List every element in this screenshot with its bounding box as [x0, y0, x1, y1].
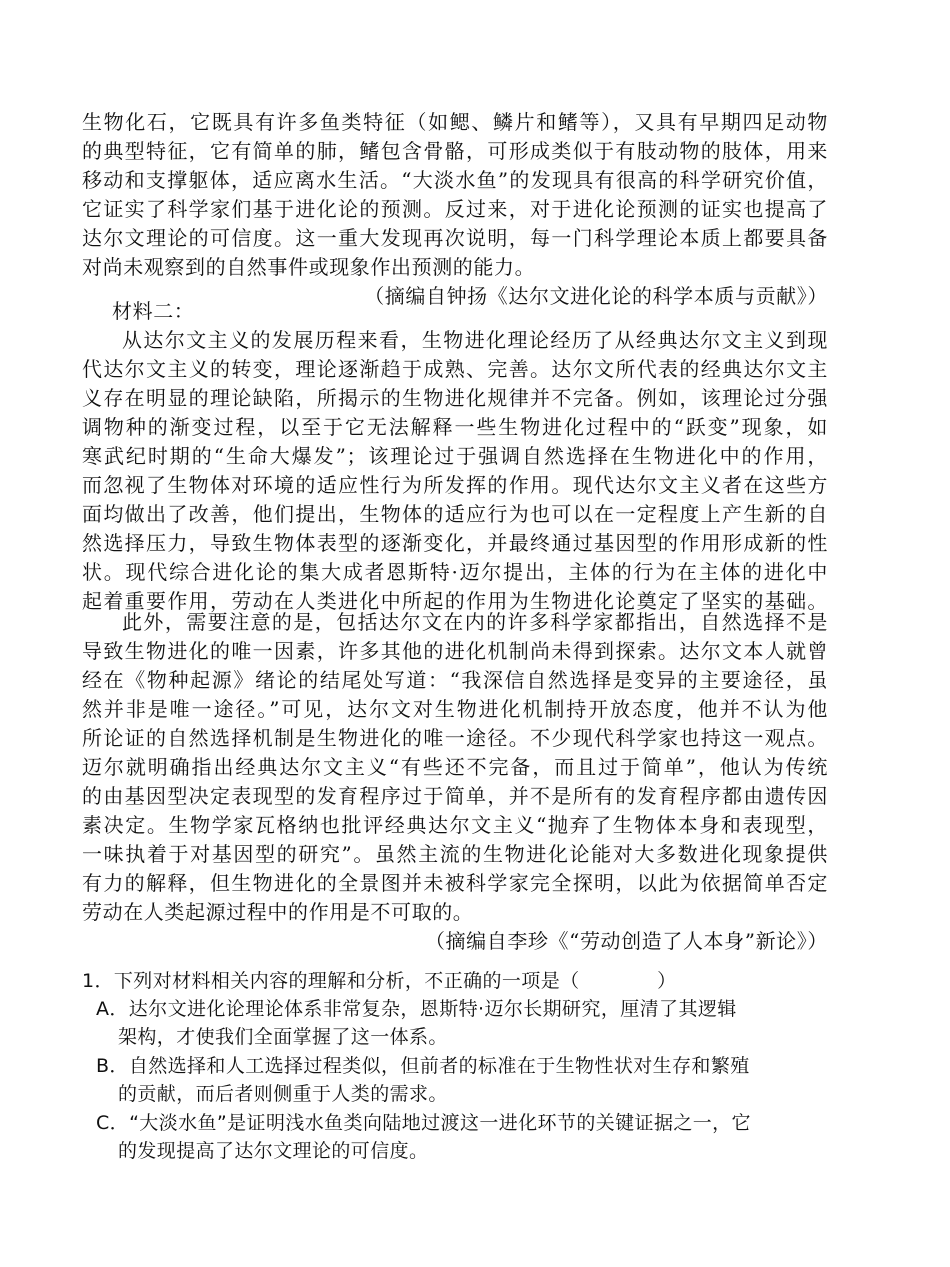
- text-line: 劳动在人类起源过程中的作用是不可取的。: [82, 900, 474, 924]
- text-line: 调物种的渐变过程，以至于它无法解释一些生物进化过程中的“跃变”现象，如: [82, 415, 828, 439]
- text-line: 起着重要作用，劳动在人类进化中所起的作用为生物进化论奠定了坚实的基础。: [82, 589, 828, 613]
- text-line: 素决定。生物学家瓦格纳也批评经典达尔文主义“抛弃了生物体本身和表现型，: [82, 813, 828, 837]
- option-line: A．达尔文进化论理论体系非常复杂，恩斯特·迈尔长期研究，厘清了其逻辑: [96, 998, 737, 1020]
- text-line: 代达尔文主义的转变，理论逐渐趋于成熟、完善。达尔文所代表的经典达尔文主: [82, 357, 828, 381]
- text-line: 达尔文理论的可信度。这一重大发现再次说明，每一门科学理论本质上都要具备: [82, 226, 828, 250]
- text-line: 的由基因型决定表现型的发育程序过于简单，并不是所有的发育程序都由遗传因: [82, 784, 828, 808]
- text-line: 寒武纪时期的“生命大爆发”；该理论过于强调自然选择在生物进化中的作用，: [82, 444, 828, 468]
- option-line: 的发现提高了达尔文理论的可信度。: [118, 1140, 429, 1162]
- text-line: 对尚未观察到的自然事件或现象作出预测的能力。: [82, 255, 536, 279]
- option-line: 架构，才使我们全面掌握了这一体系。: [118, 1026, 448, 1048]
- text-line: 状。现代综合进化论的集大成者恩斯特·迈尔提出，主体的行为在主体的进化中: [82, 560, 828, 584]
- text-line: 一味执着于对基因型的研究”。虽然主流的生物进化论能对大多数进化现象提供: [82, 842, 828, 866]
- text-line: 此外，需要注意的是，包括达尔文在内的许多科学家都指出，自然选择不是: [122, 610, 828, 634]
- text-line: 生物化石，它既具有许多鱼类特征（如鳃、鳞片和鳍等），又具有早期四足动物: [82, 110, 828, 134]
- text-line: 然选择压力，导致生物体表型的逐渐变化，并最终通过基因型的作用形成新的性: [82, 531, 828, 555]
- text-line: 有力的解释，但生物进化的全景图并未被科学家完全探明，以此为依据简单否定: [82, 871, 828, 895]
- text-line: 从达尔文主义的发展历程来看，生物进化理论经历了从经典达尔文主义到现: [122, 328, 828, 352]
- option-line: 的贡献，而后者则侧重于人类的需求。: [118, 1083, 448, 1105]
- option-line: B．自然选择和人工选择过程类似，但前者的标准在于生物性状对生存和繁殖: [96, 1055, 750, 1077]
- source-citation: （摘编自钟扬《达尔文进化论的科学本质与贡献》）: [364, 284, 828, 308]
- option-line: C．“大淡水鱼”是证明浅水鱼类向陆地过渡这一进化环节的关键证据之一，它: [96, 1112, 751, 1134]
- section-label: 材料二：: [112, 299, 195, 323]
- text-line: 义存在明显的理论缺陷，所揭示的生物进化规律并不完备。例如，该理论过分强: [82, 386, 828, 410]
- text-line: 然并非是唯一途径。”可见，达尔文对生物进化机制持开放态度，他并不认为他: [82, 697, 828, 721]
- text-line: 的典型特征，它有简单的肺，鳍包含骨骼，可形成类似于有肢动物的肢体，用来: [82, 139, 828, 163]
- text-line: 移动和支撑躯体，适应离水生活。“大淡水鱼”的发现具有很高的科学研究价值，: [82, 168, 828, 192]
- text-line: 它证实了科学家们基于进化论的预测。反过来，对于进化论预测的证实也提高了: [82, 197, 828, 221]
- question-stem: 1．下列对材料相关内容的理解和分析，不正确的一项是（ ）: [82, 970, 677, 992]
- text-line: 导致生物进化的唯一因素，许多其他的进化机制尚未得到探索。达尔文本人就曾: [82, 639, 828, 663]
- text-line: 面均做出了改善，他们提出，生物体的适应行为也可以在一定程度上产生新的自: [82, 502, 828, 526]
- text-line: 经在《物种起源》绪论的结尾处写道：“我深信自然选择是变异的主要途径，虽: [82, 668, 828, 692]
- source-citation: （摘编自李珍《“劳动创造了人本身”新论》）: [424, 929, 828, 953]
- text-line: 所论证的自然选择机制是生物进化的唯一途径。不少现代科学家也持这一观点。: [82, 726, 828, 750]
- text-line: 迈尔就明确指出经典达尔文主义“有些还不完备，而且过于简单”，他认为传统: [82, 755, 828, 779]
- text-line: 而忽视了生物体对环境的适应性行为所发挥的作用。现代达尔文主义者在这些方: [82, 473, 828, 497]
